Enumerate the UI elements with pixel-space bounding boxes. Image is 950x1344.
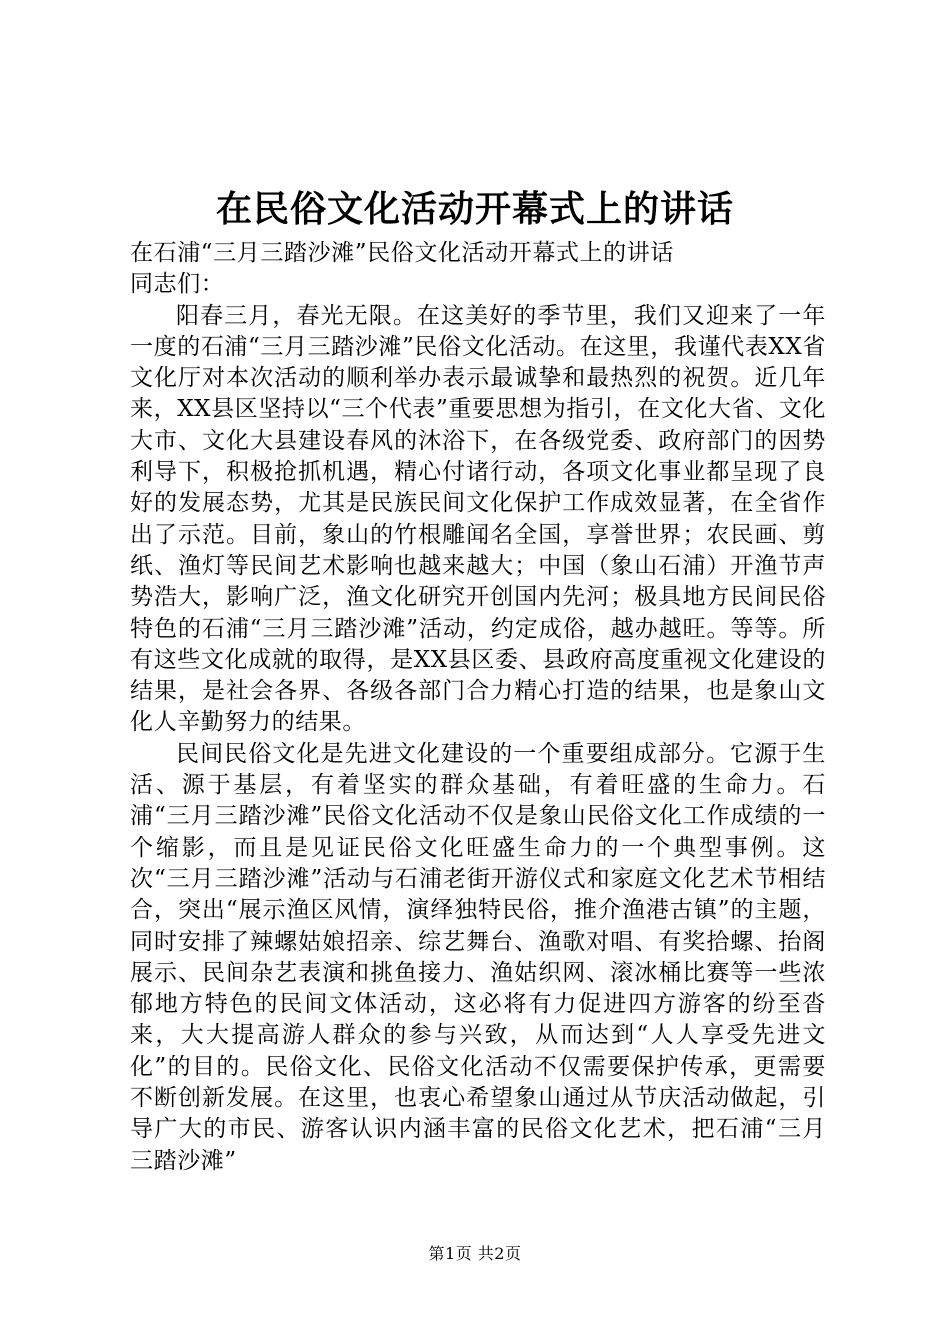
page-number-footer: 第1页 共2页 bbox=[428, 1244, 522, 1263]
document-body bbox=[130, 238, 826, 1177]
salutation: 同志们： bbox=[130, 271, 225, 298]
body-paragraph-1: 阳春三月，春光无限。在这美好的季节里，我们又迎来了一年一度的石浦“三月三踏沙滩”民俗文化活动。在这里，我谨代表XX省文化厅对本次活动的顺利举办表示最诚挚和最热烈的祝贺。近几年来，XX县区坚持以“三个代表”重要思想为指引，在文化大省、文化大市、文化大县建设春风的沐浴下，在各级党委、政府部门的因势利导下，积极抢抓机遇，精心付诸行动，各项文化事业都呈现了良好的发展态势，尤其是民族民间文化保护工作成效显著，在全省作出了示范。目前，象山的竹根雕闻名全国，享誉世界；农民画、剪纸、渔灯等民间艺术影响也越来越大；中国（象山石浦）开渔节声势浩大，影响广泛，渔文化研究开创国内先河；极具地方民间民俗特色的石浦“三月三踏沙滩”活动，约定成俗，越办越旺。等等。所有这些文化成就的取得，是XX县区委、县政府高度重视文化建设的结果，是社会各界、各级各部门合力精心打造的结果，也是象山文化人辛勤努力的结果。 bbox=[130, 302, 826, 736]
body-paragraph-2: 民间民俗文化是先进文化建设的一个重要组成部分。它源于生活、源于基层，有着坚实的群众基础，有着旺盛的生命力。石浦“三月三踏沙滩”民俗文化活动不仅是象山民俗文化工作成绩的一个缩影，而且是见证民俗文化旺盛生命力的一个典型事例。这次“三月三踏沙滩”活动与石浦老街开游仪式和家庭文化艺术节相结合，突出“展示渔区风情，演绎独特民俗，推介渔港古镇”的主题，同时安排了辣螺姑娘招亲、综艺舞台、渔歌对唱、有奖拾螺、抬阁展示、民间杂艺表演和挑鱼接力、渔姑织网、滚冰桶比赛等一些浓郁地方特色的民间文体活动，这必将有力促进四方游客的纷至沓来，大大提高游人群众的参与兴致，从而达到“人人享受先进文化”的目的。民俗文化、民俗文化活动不仅需要保护传承，更需要不断创新发展。在这里，也衷心希望象山通过从节庆活动做起，引导广大的市民、游客认识内涵丰富的民俗文化艺术，把石浦“三月三踏沙滩” bbox=[130, 740, 826, 1174]
document-title: 在民俗文化活动开幕式上的讲话 bbox=[215, 189, 734, 230]
document-subtitle: 在石浦“三月三踏沙滩”民俗文化活动开幕式上的讲话 bbox=[130, 240, 674, 266]
